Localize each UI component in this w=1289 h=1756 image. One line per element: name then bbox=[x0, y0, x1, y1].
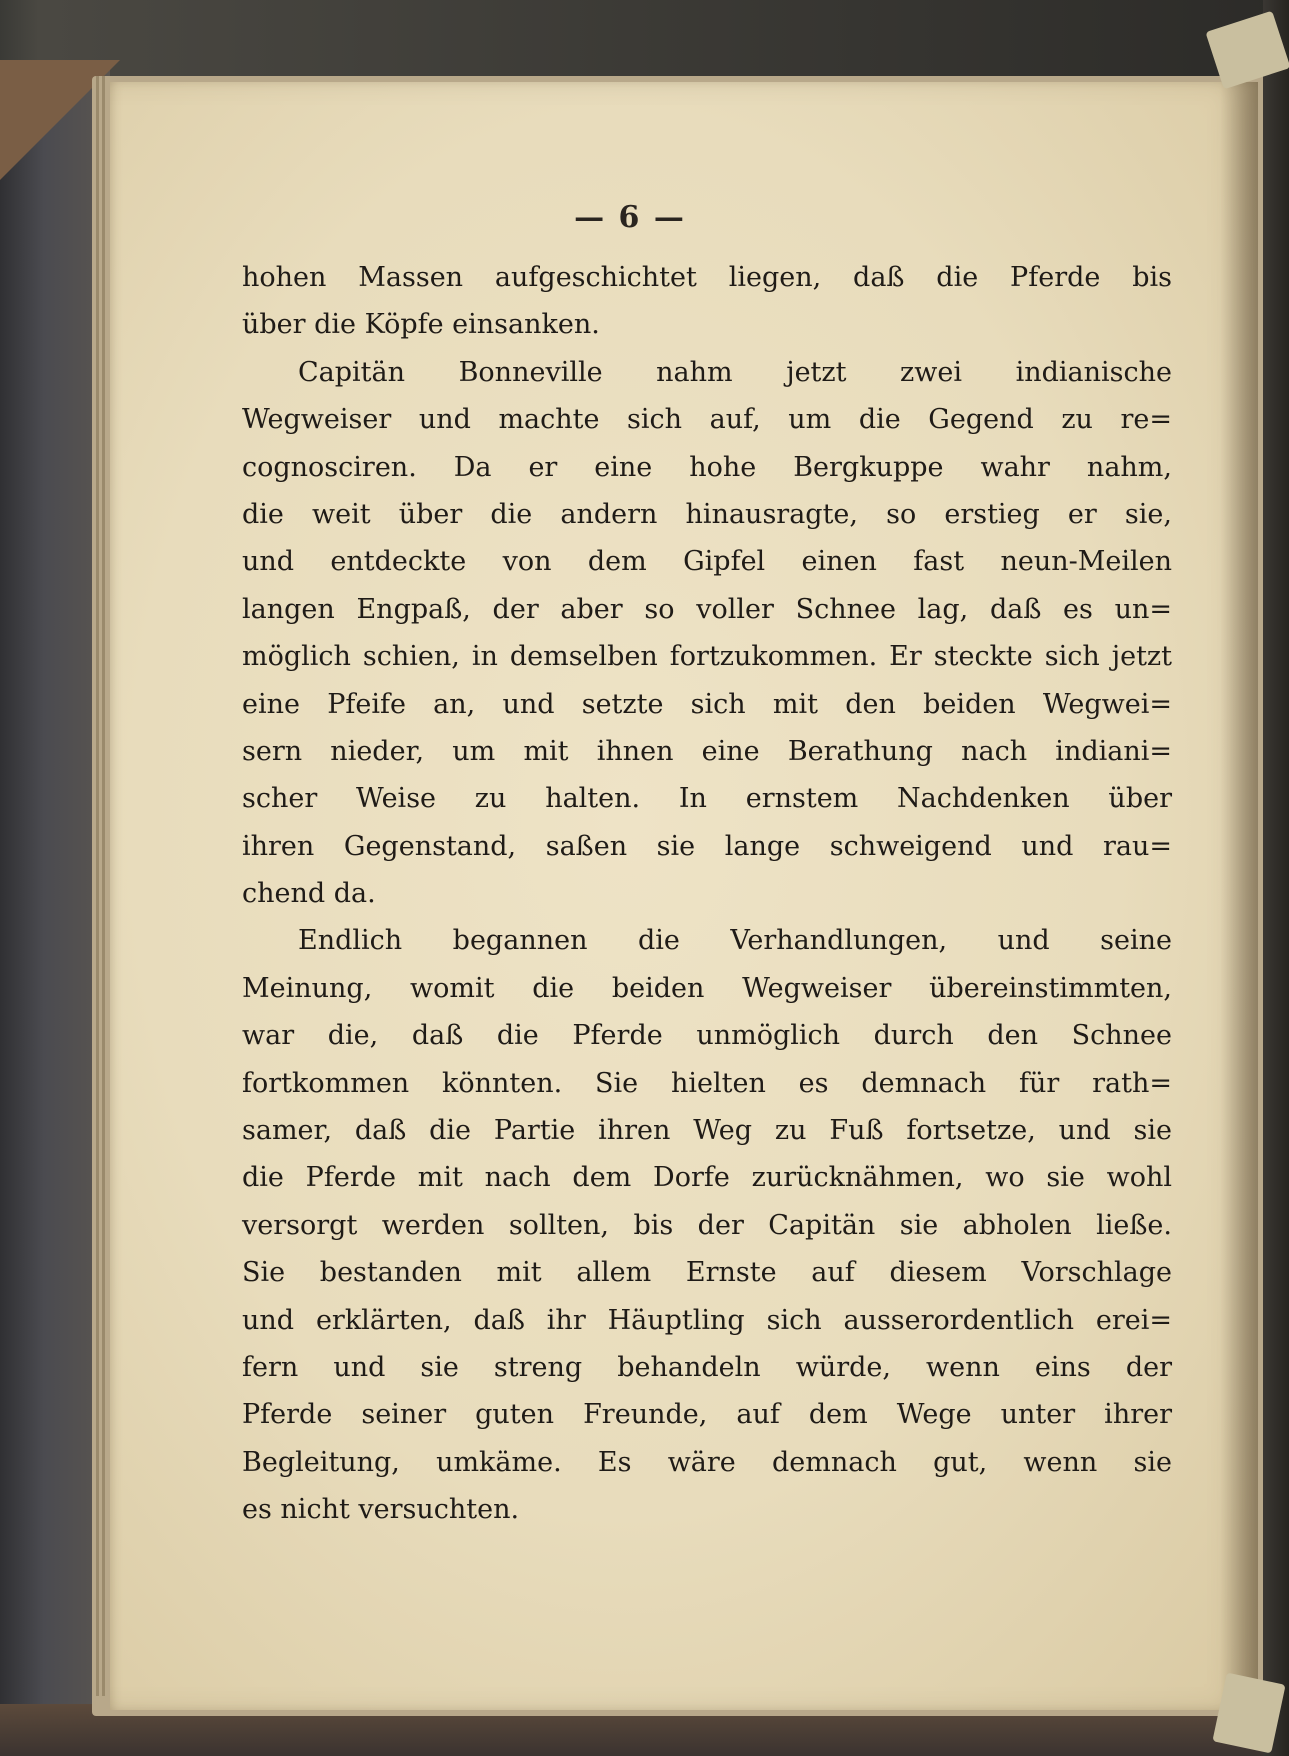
text-line: und entdeckte von dem Gipfel einen fast neun-Meilen bbox=[242, 546, 1172, 578]
text-line: langen Engpaß, der aber so voller Schnee lag, daß es un= bbox=[242, 593, 1172, 625]
text-line: Wegweiser und machte sich auf, um die Gegend zu re= bbox=[242, 404, 1172, 436]
text-line: möglich schien, in demselben fortzukommen. Er steckte sich jetzt bbox=[242, 641, 1172, 673]
text-line: und erklärten, daß ihr Häuptling sich ausserordentlich erei= bbox=[242, 1304, 1172, 1336]
book-spine-edge bbox=[1263, 0, 1289, 1756]
text-line: sern nieder, um mit ihnen eine Berathung nach indiani= bbox=[242, 735, 1172, 767]
page-number: — 6 — bbox=[574, 200, 686, 235]
page-edge-line bbox=[96, 76, 99, 1696]
page-paper bbox=[110, 82, 1258, 1710]
page-edge-line bbox=[102, 76, 105, 1696]
text-line: die weit über die andern hinausragte, so erstieg er sie, bbox=[242, 498, 1172, 530]
text-line: eine Pfeife an, und setzte sich mit den beiden Wegwei= bbox=[242, 688, 1172, 720]
text-line: chend da. bbox=[242, 878, 376, 910]
text-line: Endlich begannen die Verhandlungen, und seine bbox=[298, 925, 1172, 957]
text-line: Sie bestanden mit allem Ernste auf diesem Vorschlage bbox=[242, 1257, 1172, 1289]
text-line: ihren Gegenstand, saßen sie lange schweigend und rau= bbox=[242, 830, 1172, 862]
text-line: scher Weise zu halten. In ernstem Nachdenken über bbox=[242, 783, 1172, 815]
text-line: über die Köpfe einsanken. bbox=[242, 309, 600, 341]
text-line: cognosciren. Da er eine hohe Bergkuppe wahr nahm, bbox=[242, 451, 1172, 483]
text-line: Pferde seiner guten Freunde, auf dem Wege unter ihrer bbox=[242, 1399, 1172, 1431]
text-line: Meinung, womit die beiden Wegweiser übereinstimmten, bbox=[242, 972, 1172, 1004]
text-line: fern und sie streng behandeln würde, wenn eins der bbox=[242, 1351, 1172, 1383]
text-line: die Pferde mit nach dem Dorfe zurücknähmen, wo sie wohl bbox=[242, 1162, 1172, 1194]
text-line: hohen Massen aufgeschichtet liegen, daß die Pferde bis bbox=[242, 262, 1172, 293]
text-line: samer, daß die Partie ihren Weg zu Fuß fortsetze, und sie bbox=[242, 1115, 1172, 1147]
page-gutter-shadow bbox=[1220, 82, 1258, 1710]
text-line: versorgt werden sollten, bis der Capitän sie abholen ließe. bbox=[242, 1209, 1172, 1241]
text-line: war die, daß die Pferde unmöglich durch den Schnee bbox=[242, 1020, 1172, 1052]
text-line: Begleitung, umkäme. Es wäre demnach gut, wenn sie bbox=[242, 1446, 1172, 1478]
text-line: es nicht versuchten. bbox=[242, 1494, 520, 1526]
text-line: fortkommen könnten. Sie hielten es demnach für rath= bbox=[242, 1067, 1172, 1099]
text-line: Capitän Bonneville nahm jetzt zwei indianische bbox=[298, 356, 1172, 388]
body-text bbox=[242, 254, 1172, 1534]
